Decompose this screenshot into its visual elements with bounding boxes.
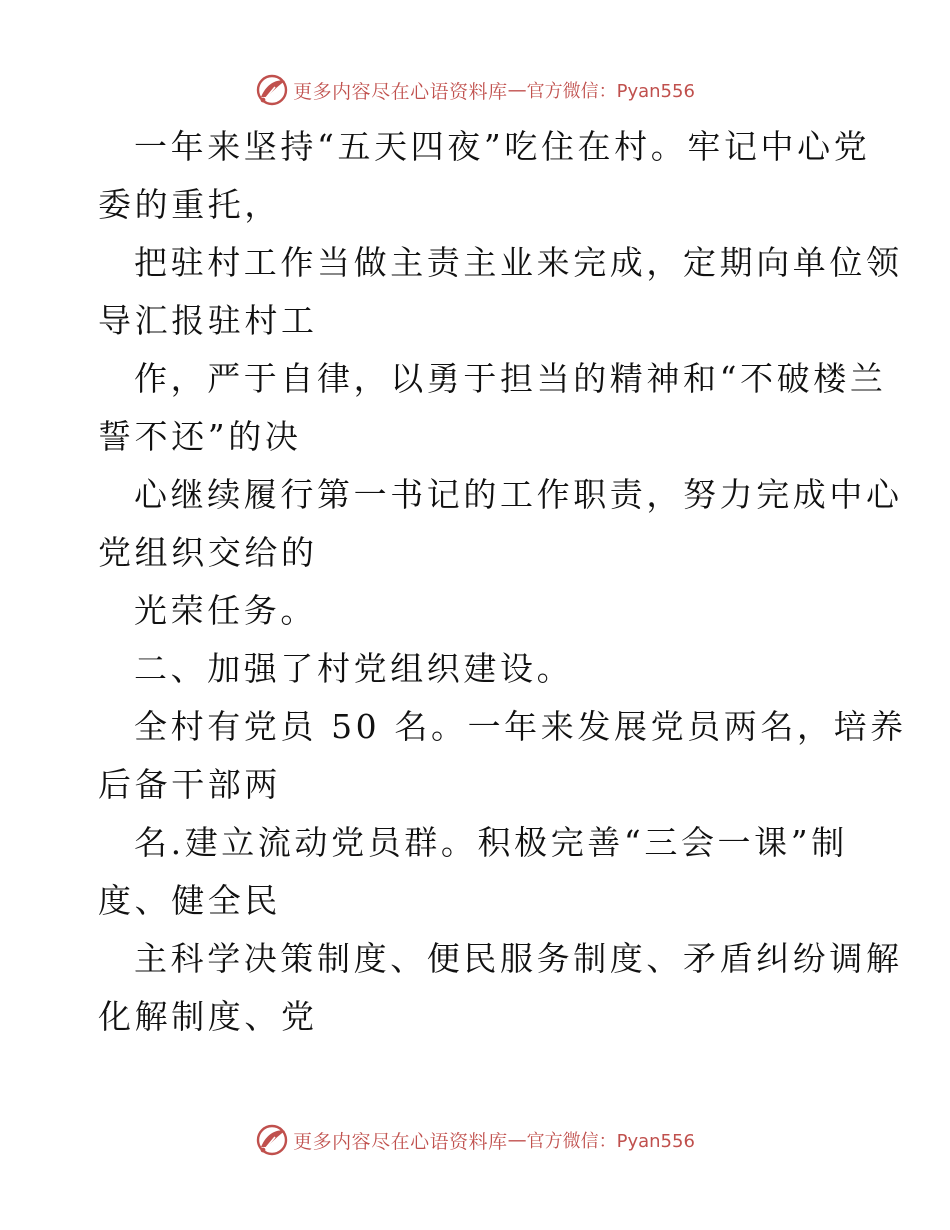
text-line: 度、健全民 [98,881,281,920]
text-line: 化解制度、党 [98,997,318,1036]
text-line: 誓不还”的决 [98,417,302,456]
text-line: 作，严于自律，以勇于担当的精神和“不破楼兰 [134,359,887,398]
footer-dash: — [507,1129,527,1151]
text-line: 光荣任务。 [134,591,317,630]
footer-wechat-text: 官方微信：Pyan556 [526,1131,695,1152]
header-dash: — [507,79,527,101]
text-line: 心继续履行第一书记的工作职责，努力完成中心 [134,475,903,514]
pen-nib-logo-icon [255,73,289,107]
text-line: 名.建立流动党员群。积极完善“三会一课”制 [134,823,848,862]
header-banner [0,68,950,112]
text-line: 一年来坚持“五天四夜”吃住在村。牢记中心党 [134,127,871,166]
footer-site-text: 更多内容尽在心语资料库 [293,1130,508,1153]
text-line: 委的重托， [98,185,281,224]
pen-nib-logo-icon [255,1123,289,1157]
text-line: 后备干部两 [98,765,281,804]
footer-banner [0,1118,950,1162]
text-line: 党组织交给的 [98,533,318,572]
section-heading: 二、加强了村党组织建设。 [134,649,574,688]
header-wechat-text: 官方微信：Pyan556 [526,81,695,102]
text-line: 把驻村工作当做主责主业来完成，定期向单位领 [134,243,903,282]
header-site-text: 更多内容尽在心语资料库 [293,80,508,103]
document-body [98,118,907,1046]
text-line: 全村有党员 50 名。一年来发展党员两名，培养 [134,707,907,746]
text-line: 主科学决策制度、便民服务制度、矛盾纠纷调解 [134,939,903,978]
text-line: 导汇报驻村工 [98,301,318,340]
